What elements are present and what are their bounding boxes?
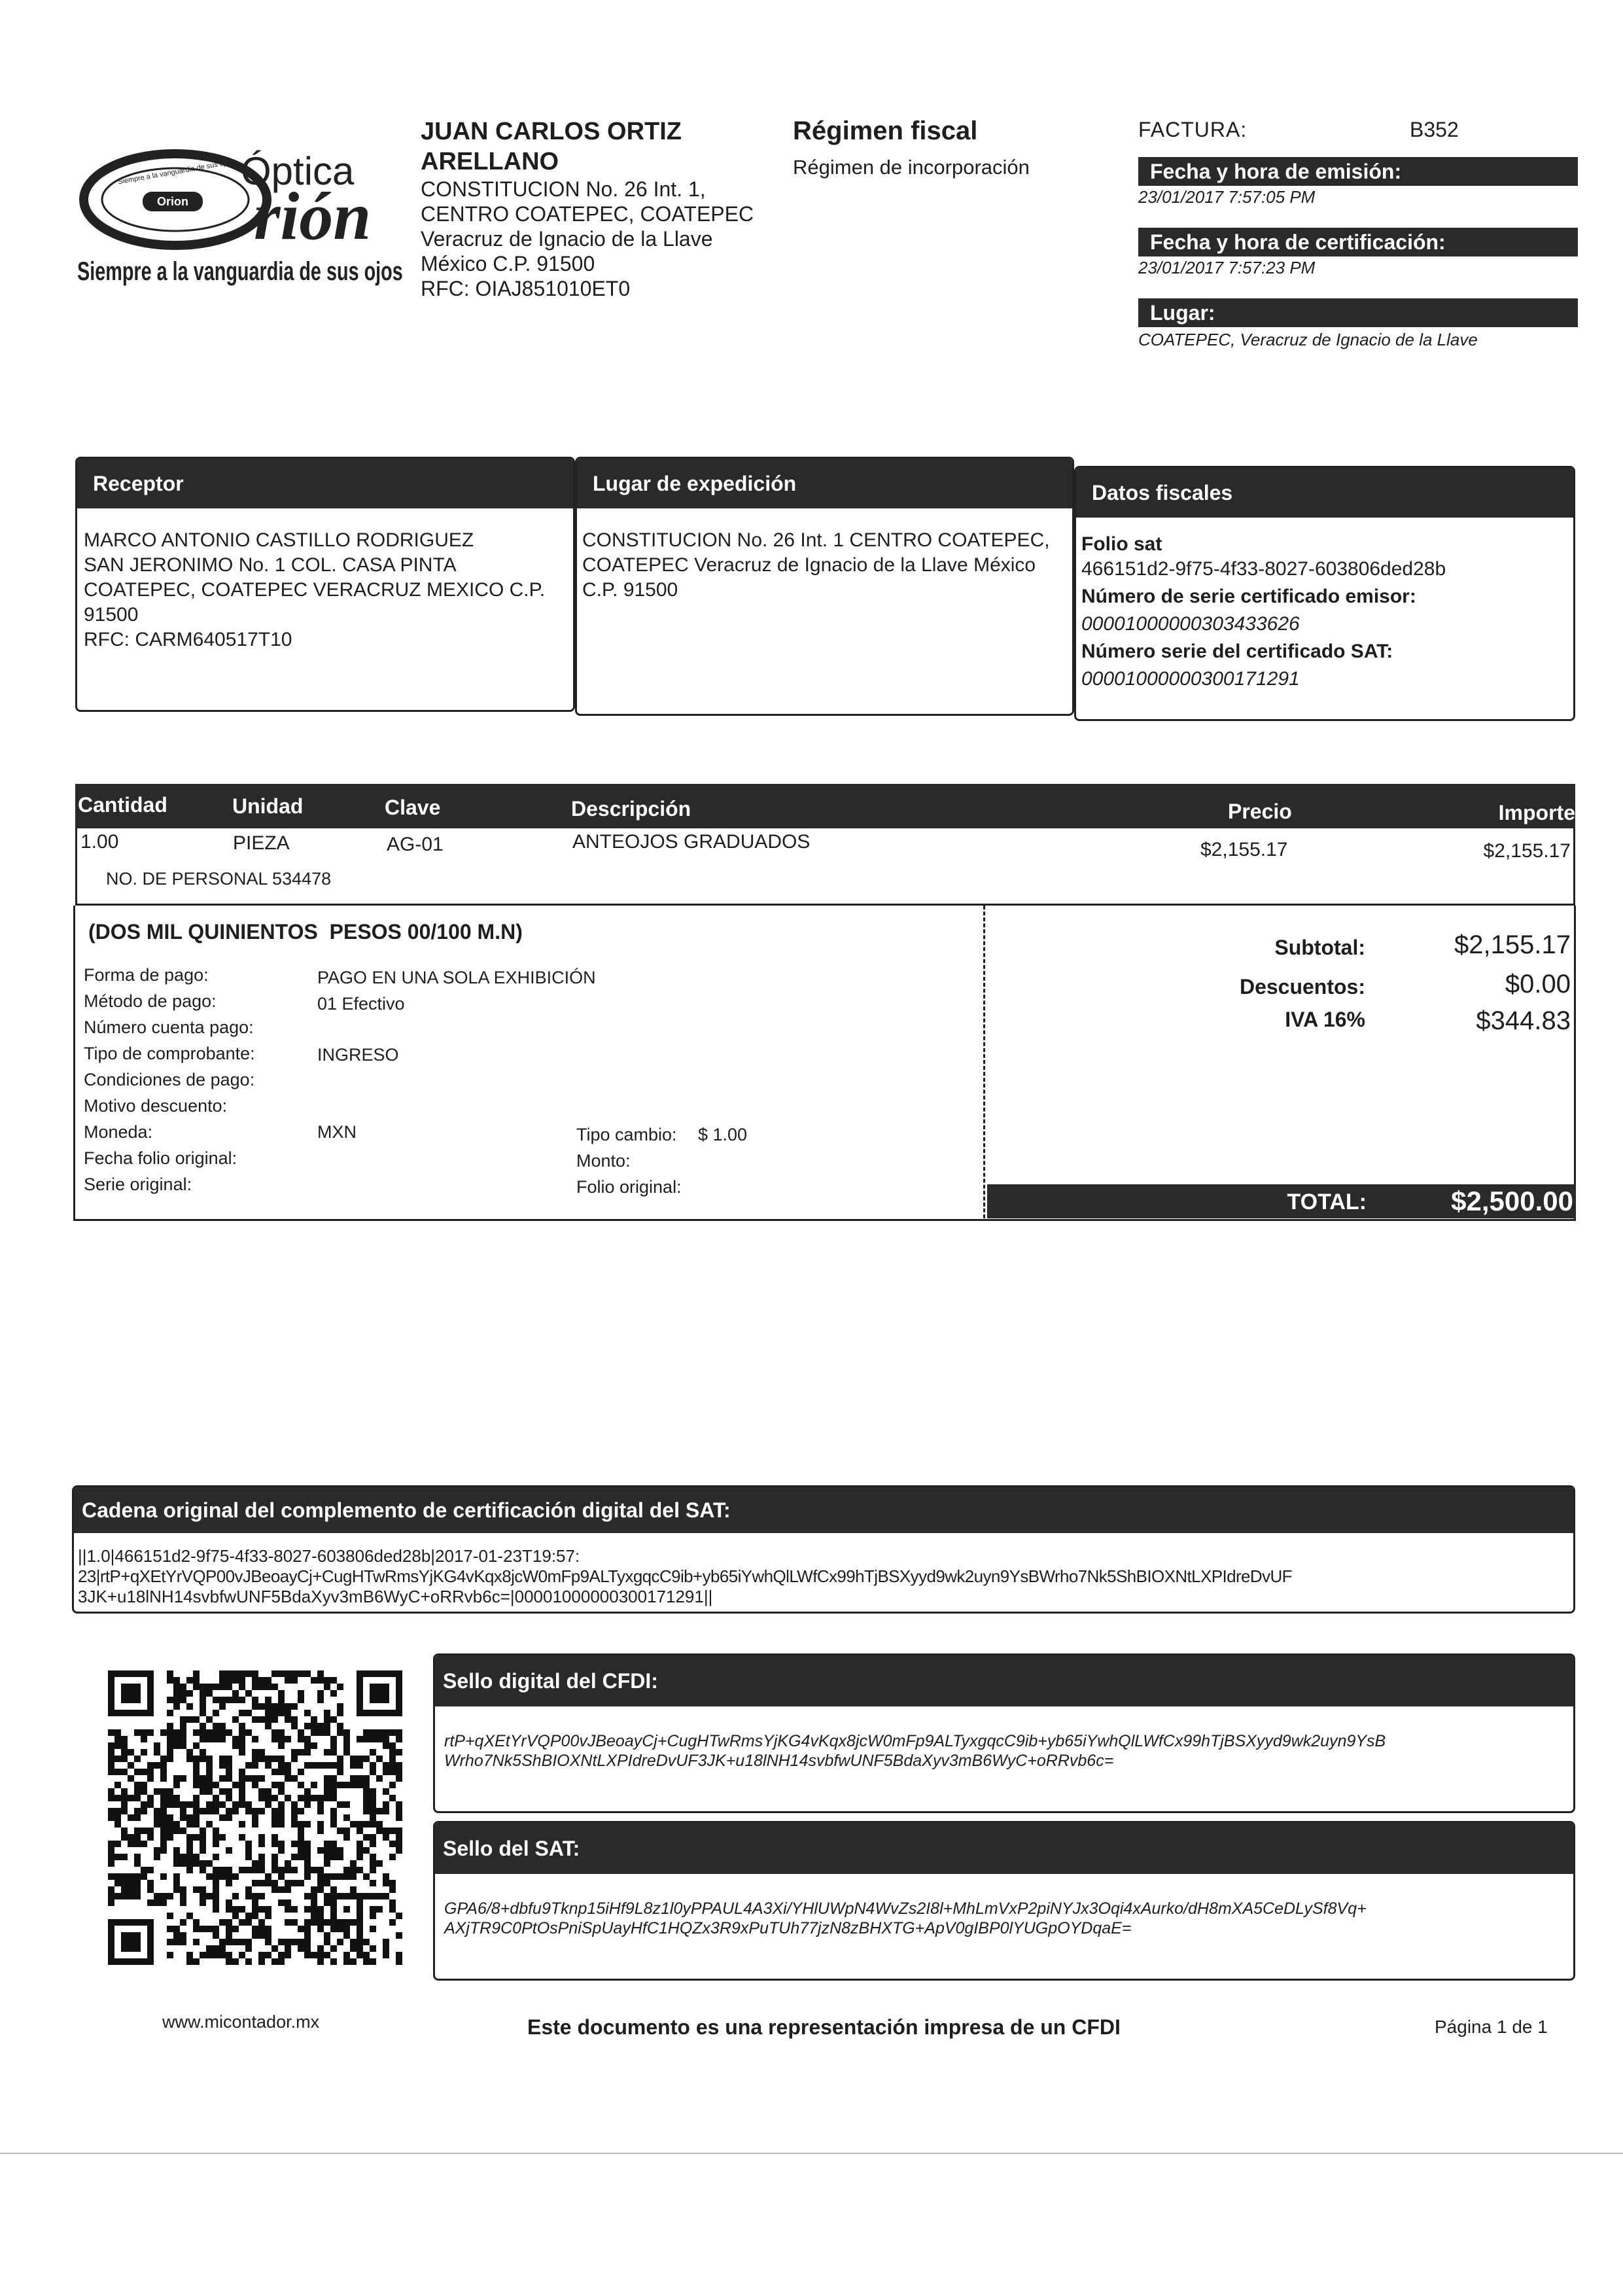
expedition-header: Lugar de expedición bbox=[577, 459, 1072, 508]
forma-pago-label: Forma de pago: bbox=[84, 965, 209, 985]
col-importe: Importe bbox=[1498, 801, 1575, 824]
footer-page: Página 1 de 1 bbox=[1435, 2017, 1548, 2037]
issuer-address3: Veracruz de Ignacio de la Llave bbox=[421, 227, 713, 251]
page-bottom-rule bbox=[0, 2153, 1623, 2154]
iva-value: $344.83 bbox=[1476, 1006, 1571, 1035]
metodo-pago-value: 01 Efectivo bbox=[317, 994, 405, 1014]
payment-section bbox=[73, 906, 1576, 1221]
cuenta-pago-label: Número cuenta pago: bbox=[84, 1017, 254, 1037]
moneda-label: Moneda: bbox=[84, 1122, 153, 1142]
total-value: $2,500.00 bbox=[1451, 1186, 1573, 1216]
cadena-box bbox=[72, 1485, 1575, 1614]
logo-tagline: Siempre a la vanguardia de sus ojos bbox=[77, 257, 403, 286]
tipo-cambio-value: $ 1.00 bbox=[698, 1125, 748, 1144]
sello-sat-header: Sello del SAT: bbox=[435, 1823, 1573, 1874]
sello-sat-text bbox=[435, 1874, 1573, 1938]
fiscal-header: Datos fiscales bbox=[1076, 468, 1573, 518]
receptor-box bbox=[75, 457, 575, 712]
subtotal-value: $2,155.17 bbox=[1454, 930, 1571, 959]
row-descripcion: ANTEOJOS GRADUADOS bbox=[572, 831, 811, 853]
col-unidad: Unidad bbox=[232, 794, 304, 818]
sello-cfdi-line1: rtP+qXEtYrVQP00vJBeoayCj+CugHTwRmsYjKG4vKqx8jcW0mFp9ALTyxgqcC9ib+yb65iYwhQlLWfCx99hTjBSXyyd9wk2uyn9YsB bbox=[444, 1732, 1386, 1750]
row-note: NO. DE PERSONAL 534478 bbox=[106, 869, 332, 889]
moneda-value: MXN bbox=[317, 1122, 357, 1142]
expedition-box bbox=[575, 457, 1074, 716]
sello-cfdi-text bbox=[435, 1706, 1573, 1771]
sello-cfdi-line2: Wrho7Nk5ShBIOXNtLXPIdreDvUF3JK+u18lNH14svbfwUNF5BdaXyv3mB6WyC+oRRvb6c= bbox=[444, 1752, 1114, 1770]
sello-sat-box bbox=[433, 1821, 1575, 1981]
receptor-header: Receptor bbox=[77, 459, 573, 508]
emission-value: 23/01/2017 7:57:05 PM bbox=[1138, 187, 1316, 207]
descuentos-label: Descuentos: bbox=[1239, 975, 1365, 998]
issuer-rfc: RFC: OIAJ851010ET0 bbox=[421, 277, 631, 300]
emitter-cert-label: Número de serie certificado emisor: bbox=[1081, 586, 1416, 607]
place-value: COATEPEC, Veracruz de Ignacio de la Llave bbox=[1138, 330, 1478, 349]
logo-badge: Orion bbox=[157, 195, 188, 208]
receptor-name: MARCO ANTONIO CASTILLO RODRIGUEZ bbox=[84, 529, 474, 551]
col-cantidad: Cantidad bbox=[78, 793, 167, 817]
issuer-address4: México C.P. 91500 bbox=[421, 252, 595, 275]
issuer-address1: CONSTITUCION No. 26 Int. 1, bbox=[421, 177, 706, 201]
qr-code-icon bbox=[108, 1670, 402, 1965]
folio-sat-value: 466151d2-9f75-4f33-8027-603806ded28b bbox=[1081, 558, 1446, 580]
total-bar bbox=[987, 1184, 1576, 1218]
issuer-address2: CENTRO COATEPEC, COATEPEC bbox=[421, 202, 754, 226]
invoice-number: B352 bbox=[1410, 118, 1459, 141]
issuer-info bbox=[421, 116, 800, 301]
motivo-descuento-label: Motivo descuento: bbox=[84, 1096, 228, 1116]
emission-label: Fecha y hora de emisión: bbox=[1150, 160, 1402, 183]
receptor-rfc: RFC: CARM640517T10 bbox=[84, 629, 292, 650]
cadena-header: Cadena original del complemento de certificación digital del SAT: bbox=[74, 1487, 1573, 1533]
sat-cert-label: Número serie del certificado SAT: bbox=[1081, 641, 1393, 662]
row-clave: AG-01 bbox=[387, 834, 444, 855]
payment-divider bbox=[983, 906, 985, 1218]
qr-code bbox=[108, 1670, 402, 1965]
row-importe: $2,155.17 bbox=[1483, 840, 1571, 862]
cadena-line2: 23|rtP+qXEtYrVQP00vJBeoayCj+CugHTwRmsYjKG4vKqx8jcW0mFp9ALTyxgqcC9ib+yb65iYwhQlLWfCx99hTjBSXyyd9wk2uyn9YsBWrho7Nk5ShBIOXNtLXPIdreDvUF bbox=[78, 1566, 1292, 1586]
row-unidad: PIEZA bbox=[233, 832, 290, 854]
expedition-address: CONSTITUCION No. 26 Int. 1 CENTRO COATEPEC, COATEPEC Veracruz de Ignacio de la Llave México C.P. 91500 bbox=[582, 529, 1050, 601]
receptor-details bbox=[77, 508, 573, 652]
row-precio: $2,155.17 bbox=[1200, 839, 1288, 860]
iva-label: IVA 16% bbox=[1285, 1008, 1365, 1031]
regime-value: Régimen de incorporación bbox=[793, 156, 1030, 179]
row-cantidad: 1.00 bbox=[80, 831, 119, 853]
issuer-logo bbox=[77, 134, 411, 298]
issuer-name-line1: JUAN CARLOS ORTIZ bbox=[421, 118, 682, 145]
logo-main-text: rión bbox=[254, 179, 372, 254]
cadena-line3: 3JK+u18lNH14svbfwUNF5BdaXyv3mB6WyC+oRRvb6c=|00001000000300171291|| bbox=[78, 1587, 713, 1606]
certification-label: Fecha y hora de certificación: bbox=[1150, 230, 1446, 254]
folio-sat-label: Folio sat bbox=[1081, 533, 1162, 555]
sello-cfdi-header: Sello digital del CFDI: bbox=[435, 1655, 1573, 1706]
regime-title: Régimen fiscal bbox=[793, 116, 978, 145]
receptor-zip: 91500 bbox=[84, 604, 139, 626]
subtotal-label: Subtotal: bbox=[1274, 936, 1365, 959]
sat-cert-value: 00001000000300171291 bbox=[1081, 668, 1300, 690]
serie-original-label: Serie original: bbox=[84, 1174, 192, 1194]
logo-optica-text: Óptica bbox=[241, 149, 355, 193]
metodo-pago-label: Método de pago: bbox=[84, 991, 217, 1011]
sello-sat-line2: AXjTR9C0PtOsPniSpUayHfC1HQZx3R9xPuTUh77jzN8zBHXTG+ApV0gIBP0lYUGpOYDqaE= bbox=[444, 1919, 1132, 1937]
sello-sat-line1: GPA6/8+dbfu9Tknp15iHf9L8z1l0yPPAUL4A3Xi/YHlUWpN4WvZs2I8l+MhLmVxP2piNYJx3Oqi4xAurko/dH8mXA5CeDLySf8Vq+ bbox=[444, 1899, 1367, 1918]
monto-label: Monto: bbox=[576, 1151, 631, 1171]
receptor-address2: COATEPEC, COATEPEC VERACRUZ MEXICO C.P. bbox=[84, 579, 546, 601]
certification-bar bbox=[1138, 228, 1578, 256]
sello-cfdi-box bbox=[433, 1653, 1575, 1813]
condiciones-pago-label: Condiciones de pago: bbox=[84, 1070, 255, 1089]
items-header-row bbox=[75, 784, 1575, 828]
amount-in-words: (DOS MIL QUINIENTOS PESOS 00/100 M.N) bbox=[88, 920, 523, 944]
descuentos-value: $0.00 bbox=[1505, 970, 1571, 998]
logo-ring-text: Siempre a la vanguardia de sus ojos bbox=[117, 158, 234, 186]
col-descripcion: Descripción bbox=[571, 797, 691, 821]
items-table bbox=[75, 784, 1575, 906]
cadena-line1: ||1.0|466151d2-9f75-4f33-8027-603806ded28b|2017-01-23T19:57: bbox=[78, 1546, 580, 1566]
tipo-comprobante-label: Tipo de comprobante: bbox=[84, 1044, 255, 1063]
certification-value: 23/01/2017 7:57:23 PM bbox=[1138, 258, 1316, 277]
place-label: Lugar: bbox=[1150, 301, 1215, 325]
place-bar bbox=[1138, 298, 1578, 327]
total-label: TOTAL: bbox=[1287, 1190, 1367, 1214]
footer-website[interactable]: www.micontador.mx bbox=[162, 2012, 320, 2032]
footer-notice: Este documento es una representación impresa de un CFDI bbox=[527, 2015, 1121, 2039]
cadena-text bbox=[74, 1533, 1573, 1607]
emitter-cert-value: 00001000000303433626 bbox=[1081, 613, 1300, 635]
tipo-cambio-label: Tipo cambio: bbox=[576, 1125, 677, 1144]
receptor-address1: SAN JERONIMO No. 1 COL. CASA PINTA bbox=[84, 554, 457, 576]
col-precio: Precio bbox=[1228, 800, 1292, 823]
col-clave: Clave bbox=[385, 796, 441, 819]
invoice-label: FACTURA: bbox=[1138, 118, 1248, 141]
forma-pago-value: PAGO EN UNA SOLA EXHIBICIÓN bbox=[317, 968, 596, 987]
fecha-folio-label: Fecha folio original: bbox=[84, 1148, 237, 1168]
tipo-comprobante-value: INGRESO bbox=[317, 1045, 399, 1065]
issuer-name-line2: ARELLANO bbox=[421, 148, 559, 175]
fiscal-box bbox=[1074, 466, 1575, 721]
emission-bar bbox=[1138, 157, 1578, 186]
folio-original-label: Folio original: bbox=[576, 1177, 682, 1197]
fiscal-details bbox=[1076, 518, 1573, 692]
